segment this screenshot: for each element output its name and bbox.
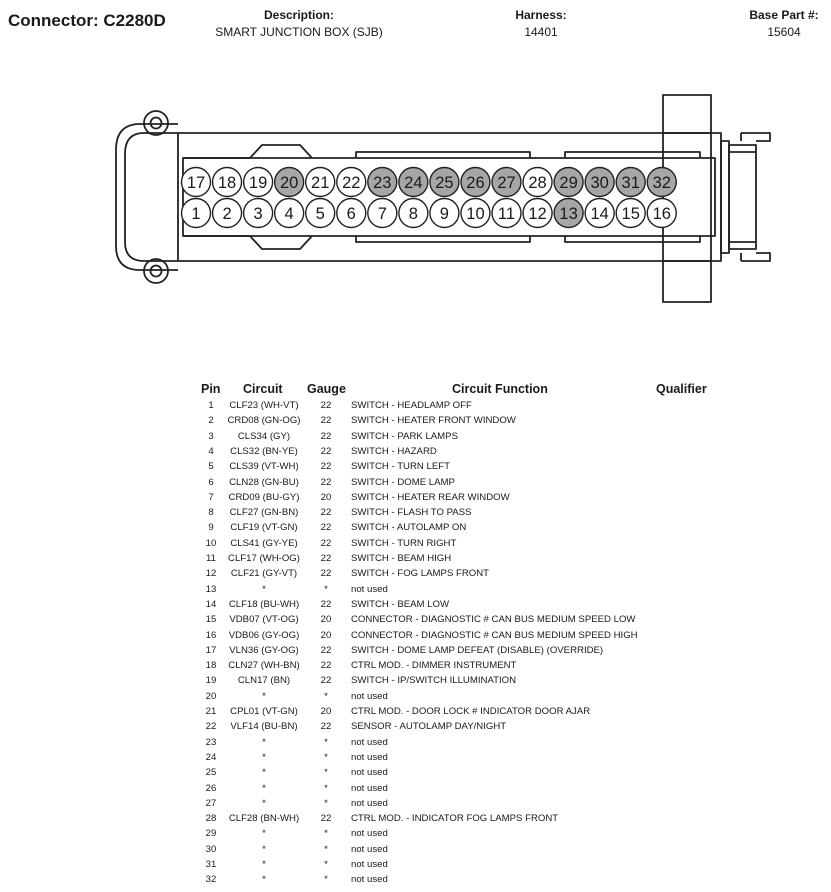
function-cell: not used bbox=[351, 874, 388, 886]
circuit-cell: * bbox=[262, 828, 266, 840]
pin-label: 32 bbox=[652, 174, 671, 192]
circuit-cell: CRD09 (BU-GY) bbox=[228, 491, 300, 503]
pin-label: 25 bbox=[435, 174, 454, 192]
pin-table bbox=[0, 398, 831, 892]
pin-cell: 28 bbox=[205, 813, 217, 825]
pin-label: 31 bbox=[621, 174, 640, 192]
gauge-cell: 22 bbox=[320, 476, 332, 488]
pin-label: 5 bbox=[315, 205, 325, 223]
gauge-cell: 22 bbox=[320, 568, 332, 580]
function-cell: CTRL MOD. - DOOR LOCK # INDICATOR DOOR AJAR bbox=[351, 706, 591, 717]
table-row bbox=[0, 475, 831, 490]
pin-cell: 13 bbox=[205, 583, 217, 595]
pin-row-bottom bbox=[182, 199, 677, 228]
function-cell: SWITCH - IP/SWITCH ILLUMINATION bbox=[351, 675, 517, 687]
pin-label: 28 bbox=[528, 174, 547, 192]
pin-22 bbox=[337, 168, 366, 197]
gauge-cell: * bbox=[324, 859, 328, 870]
pin-cell: 32 bbox=[205, 874, 217, 886]
gauge-cell: 20 bbox=[320, 614, 332, 626]
table-row bbox=[0, 628, 831, 643]
base-part-value: 15604 bbox=[767, 25, 801, 39]
pin-label: 15 bbox=[621, 205, 640, 223]
pin-24 bbox=[399, 168, 428, 197]
function-cell: CTRL MOD. - DIMMER INSTRUMENT bbox=[351, 660, 517, 672]
table-row bbox=[0, 505, 831, 520]
function-cell: SWITCH - TURN LEFT bbox=[351, 461, 450, 473]
table-row bbox=[0, 566, 831, 581]
pin-label: 18 bbox=[217, 174, 237, 192]
gauge-cell: 22 bbox=[320, 445, 332, 457]
function-cell: SWITCH - FOG LAMPS FRONT bbox=[351, 568, 490, 580]
pin-12 bbox=[523, 199, 552, 228]
table-row bbox=[0, 398, 831, 413]
pin-26 bbox=[461, 168, 490, 197]
table-row bbox=[0, 582, 831, 597]
pin-cell: 16 bbox=[205, 629, 217, 641]
header-pin: Pin bbox=[201, 382, 221, 396]
pin-10 bbox=[461, 199, 490, 228]
pin-label: 16 bbox=[652, 205, 671, 223]
circuit-cell: CLS34 (GY) bbox=[237, 430, 291, 442]
pin-cell: 10 bbox=[205, 537, 217, 549]
table-row bbox=[0, 765, 831, 780]
table-row bbox=[0, 811, 831, 826]
pin-31 bbox=[616, 168, 645, 197]
pin-cell: 12 bbox=[205, 568, 217, 580]
pin-5 bbox=[306, 199, 335, 228]
pin-label: 14 bbox=[590, 205, 609, 223]
description-label: Description: bbox=[263, 8, 334, 22]
circuit-cell: * bbox=[262, 843, 266, 855]
gauge-cell: * bbox=[324, 874, 328, 886]
pin-label: 20 bbox=[279, 174, 299, 192]
pin-8 bbox=[399, 199, 428, 228]
pin-25 bbox=[430, 168, 459, 197]
circuit-cell: CLF27 (GN-BN) bbox=[229, 507, 299, 519]
table-row bbox=[0, 459, 831, 474]
pin-cell: 22 bbox=[205, 721, 217, 733]
pin-32 bbox=[647, 168, 676, 197]
header-circuit: Circuit bbox=[243, 382, 283, 396]
function-cell: SWITCH - HEATER REAR WINDOW bbox=[351, 491, 510, 503]
gauge-cell: 22 bbox=[320, 522, 332, 534]
pin-label: 11 bbox=[497, 205, 516, 223]
pin-label: 30 bbox=[590, 174, 609, 192]
circuit-cell: CLF18 (BU-WH) bbox=[228, 598, 300, 610]
circuit-cell: CLF28 (BN-WH) bbox=[228, 813, 300, 825]
circuit-cell: CLF21 (GY-VT) bbox=[230, 568, 298, 580]
connector-face-diagram bbox=[0, 0, 831, 360]
harness-value: 14401 bbox=[524, 25, 558, 39]
pin-cell: 29 bbox=[205, 828, 217, 840]
function-cell: not used bbox=[351, 843, 388, 855]
function-cell: SWITCH - HEADLAMP OFF bbox=[351, 400, 472, 411]
connector-title: Connector: C2280D bbox=[8, 11, 166, 30]
pin-cell: 20 bbox=[205, 690, 217, 702]
pin-9 bbox=[430, 199, 459, 228]
pin-cell: 1 bbox=[208, 400, 214, 411]
gauge-cell: * bbox=[324, 797, 328, 809]
circuit-cell: * bbox=[262, 736, 266, 748]
circuit-cell: VLN36 (GY-OG) bbox=[229, 644, 299, 656]
circuit-cell: CLS32 (BN-YE) bbox=[230, 445, 298, 457]
pin-cell: 4 bbox=[208, 445, 214, 457]
pin-label: 3 bbox=[253, 205, 263, 223]
table-row bbox=[0, 643, 831, 658]
circuit-cell: CLN28 (GN-BU) bbox=[229, 476, 299, 488]
table-row bbox=[0, 551, 831, 566]
function-cell: SWITCH - HEATER FRONT WINDOW bbox=[351, 415, 516, 427]
pin-cell: 14 bbox=[205, 598, 217, 610]
table-row bbox=[0, 857, 831, 872]
function-cell: SWITCH - DOME LAMP DEFEAT (DISABLE) (OVERRIDE) bbox=[351, 644, 604, 656]
circuit-cell: * bbox=[262, 583, 266, 595]
pin-cell: 18 bbox=[205, 660, 217, 672]
pin-30 bbox=[585, 168, 614, 197]
pin-cell: 25 bbox=[205, 767, 217, 779]
circuit-cell: * bbox=[262, 782, 266, 794]
gauge-cell: 22 bbox=[320, 461, 332, 473]
pin-cell: 5 bbox=[208, 461, 214, 473]
circuit-cell: CRD08 (GN-OG) bbox=[227, 415, 301, 427]
pin-cell: 15 bbox=[205, 614, 217, 626]
table-row bbox=[0, 689, 831, 704]
pin-1 bbox=[182, 199, 211, 228]
gauge-cell: 20 bbox=[320, 706, 332, 717]
circuit-cell: * bbox=[262, 751, 266, 763]
pin-cell: 21 bbox=[205, 706, 217, 717]
table-row bbox=[0, 429, 831, 444]
table-row bbox=[0, 750, 831, 765]
pin-label: 21 bbox=[311, 174, 330, 192]
pin-label: 23 bbox=[373, 174, 392, 192]
pin-label: 4 bbox=[284, 205, 294, 223]
circuit-cell: * bbox=[262, 859, 266, 870]
gauge-cell: * bbox=[324, 751, 328, 763]
gauge-cell: 22 bbox=[320, 675, 332, 687]
table-row bbox=[0, 735, 831, 750]
table-row bbox=[0, 658, 831, 673]
gauge-cell: 22 bbox=[320, 400, 332, 411]
circuit-cell: * bbox=[262, 874, 266, 886]
function-cell: SWITCH - HAZARD bbox=[351, 445, 437, 457]
circuit-cell: VDB07 (VT-OG) bbox=[229, 614, 299, 626]
function-cell: CTRL MOD. - INDICATOR FOG LAMPS FRONT bbox=[351, 813, 559, 825]
gauge-cell: 22 bbox=[320, 598, 332, 610]
function-cell: not used bbox=[351, 828, 388, 840]
pin-16 bbox=[647, 199, 676, 228]
pin-cell: 6 bbox=[208, 476, 214, 488]
pin-2 bbox=[213, 199, 242, 228]
pin-21 bbox=[306, 168, 335, 197]
pin-18 bbox=[213, 168, 242, 197]
pin-13 bbox=[554, 199, 583, 228]
function-cell: SENSOR - AUTOLAMP DAY/NIGHT bbox=[351, 721, 507, 733]
pin-cell: 11 bbox=[206, 553, 216, 564]
pin-11 bbox=[492, 199, 521, 228]
gauge-cell: * bbox=[324, 690, 328, 702]
pin-label: 8 bbox=[408, 205, 418, 223]
pin-27 bbox=[492, 168, 521, 197]
function-cell: SWITCH - BEAM HIGH bbox=[351, 553, 452, 564]
function-cell: SWITCH - BEAM LOW bbox=[351, 598, 450, 610]
pin-cell: 23 bbox=[205, 736, 217, 748]
circuit-cell: CLF17 (WH-OG) bbox=[228, 553, 300, 564]
pin-19 bbox=[244, 168, 273, 197]
table-row bbox=[0, 673, 831, 688]
circuit-cell: CPL01 (VT-GN) bbox=[230, 706, 298, 717]
gauge-cell: 22 bbox=[320, 721, 332, 733]
table-row bbox=[0, 612, 831, 627]
pin-cell: 24 bbox=[205, 751, 217, 763]
function-cell: not used bbox=[351, 782, 388, 794]
table-row bbox=[0, 490, 831, 505]
pin-6 bbox=[337, 199, 366, 228]
pin-label: 22 bbox=[342, 174, 361, 192]
pin-cell: 26 bbox=[205, 782, 217, 794]
gauge-cell: 22 bbox=[320, 644, 332, 656]
pin-label: 7 bbox=[377, 205, 387, 223]
pin-cell: 7 bbox=[208, 491, 214, 503]
pin-cell: 27 bbox=[205, 797, 217, 809]
pin-23 bbox=[368, 168, 397, 197]
pin-cell: 3 bbox=[208, 430, 214, 442]
gauge-cell: 22 bbox=[320, 813, 332, 825]
gauge-cell: 22 bbox=[320, 553, 332, 564]
pin-label: 2 bbox=[222, 205, 232, 223]
gauge-cell: * bbox=[324, 843, 328, 855]
table-row bbox=[0, 413, 831, 428]
pin-label: 12 bbox=[528, 205, 547, 223]
pin-label: 17 bbox=[186, 174, 206, 192]
function-cell: SWITCH - AUTOLAMP ON bbox=[351, 522, 467, 534]
gauge-cell: * bbox=[324, 767, 328, 779]
circuit-cell: VLF14 (BU-BN) bbox=[230, 721, 298, 733]
table-row bbox=[0, 536, 831, 551]
pin-label: 26 bbox=[466, 174, 485, 192]
pin-20 bbox=[275, 168, 304, 197]
pin-row-top bbox=[182, 168, 677, 197]
pin-label: 13 bbox=[559, 205, 578, 223]
pin-7 bbox=[368, 199, 397, 228]
header-circuit-function: Circuit Function bbox=[452, 382, 548, 396]
gauge-cell: 20 bbox=[320, 491, 332, 503]
circuit-cell: * bbox=[262, 690, 266, 702]
gauge-cell: * bbox=[324, 583, 328, 595]
harness-label: Harness: bbox=[515, 8, 567, 22]
pin-label: 1 bbox=[191, 205, 201, 223]
circuit-cell: CLF19 (VT-GN) bbox=[230, 522, 298, 534]
pin-cell: 9 bbox=[208, 522, 214, 534]
table-row bbox=[0, 704, 831, 719]
circuit-cell: CLS39 (VT-WH) bbox=[229, 461, 299, 473]
function-cell: SWITCH - FLASH TO PASS bbox=[351, 507, 472, 519]
table-row bbox=[0, 796, 831, 811]
table-row bbox=[0, 520, 831, 535]
function-cell: SWITCH - DOME LAMP bbox=[351, 476, 455, 488]
table-row bbox=[0, 781, 831, 796]
pin-17 bbox=[182, 168, 211, 197]
gauge-cell: 22 bbox=[320, 507, 332, 519]
function-cell: CONNECTOR - DIAGNOSTIC # CAN BUS MEDIUM SPEED HIGH bbox=[351, 629, 638, 641]
function-cell: SWITCH - TURN RIGHT bbox=[351, 537, 457, 549]
pin-28 bbox=[523, 168, 552, 197]
pin-29 bbox=[554, 168, 583, 197]
circuit-cell: CLN17 (BN) bbox=[237, 675, 291, 687]
pin-label: 10 bbox=[466, 205, 485, 223]
table-row bbox=[0, 719, 831, 734]
pin-cell: 30 bbox=[205, 843, 217, 855]
circuit-cell: * bbox=[262, 767, 266, 779]
header-gauge: Gauge bbox=[307, 382, 346, 396]
gauge-cell: 22 bbox=[320, 415, 332, 427]
base-part-label: Base Part #: bbox=[749, 8, 819, 22]
pin-cell: 8 bbox=[208, 507, 214, 519]
pin-cell: 31 bbox=[205, 859, 217, 870]
function-cell: not used bbox=[351, 767, 388, 779]
table-row bbox=[0, 826, 831, 841]
pin-cell: 19 bbox=[205, 675, 217, 687]
circuit-cell: CLS41 (GY-YE) bbox=[230, 537, 298, 549]
gauge-cell: 20 bbox=[320, 629, 332, 641]
pin-cell: 2 bbox=[208, 415, 214, 427]
pin-label: 29 bbox=[559, 174, 578, 192]
function-cell: not used bbox=[351, 690, 388, 702]
table-row bbox=[0, 842, 831, 857]
pin-label: 19 bbox=[248, 174, 268, 192]
pin-14 bbox=[585, 199, 614, 228]
circuit-cell: CLF23 (WH-VT) bbox=[229, 400, 299, 411]
pin-label: 9 bbox=[439, 205, 449, 223]
function-cell: not used bbox=[351, 859, 388, 870]
circuit-cell: * bbox=[262, 797, 266, 809]
function-cell: not used bbox=[351, 736, 388, 748]
description-value: SMART JUNCTION BOX (SJB) bbox=[215, 25, 383, 39]
function-cell: not used bbox=[351, 583, 388, 595]
gauge-cell: 22 bbox=[320, 660, 332, 672]
pin-label: 27 bbox=[497, 174, 516, 192]
circuit-cell: CLN27 (WH-BN) bbox=[228, 660, 300, 672]
function-cell: not used bbox=[351, 797, 388, 809]
gauge-cell: * bbox=[324, 736, 328, 748]
pin-label: 24 bbox=[404, 174, 423, 192]
table-row bbox=[0, 597, 831, 612]
pin-15 bbox=[616, 199, 645, 228]
gauge-cell: * bbox=[324, 782, 328, 794]
header-qualifier: Qualifier bbox=[656, 382, 707, 396]
table-row bbox=[0, 444, 831, 459]
circuit-cell: VDB06 (GY-OG) bbox=[228, 629, 300, 641]
function-cell: CONNECTOR - DIAGNOSTIC # CAN BUS MEDIUM SPEED LOW bbox=[351, 614, 636, 626]
pin-4 bbox=[275, 199, 304, 228]
table-row bbox=[0, 872, 831, 887]
function-cell: not used bbox=[351, 751, 388, 763]
gauge-cell: * bbox=[324, 828, 328, 840]
function-cell: SWITCH - PARK LAMPS bbox=[351, 430, 458, 442]
pin-3 bbox=[244, 199, 273, 228]
pin-cell: 17 bbox=[205, 644, 217, 656]
gauge-cell: 22 bbox=[320, 430, 332, 442]
pin-label: 6 bbox=[346, 205, 356, 223]
gauge-cell: 22 bbox=[320, 537, 332, 549]
